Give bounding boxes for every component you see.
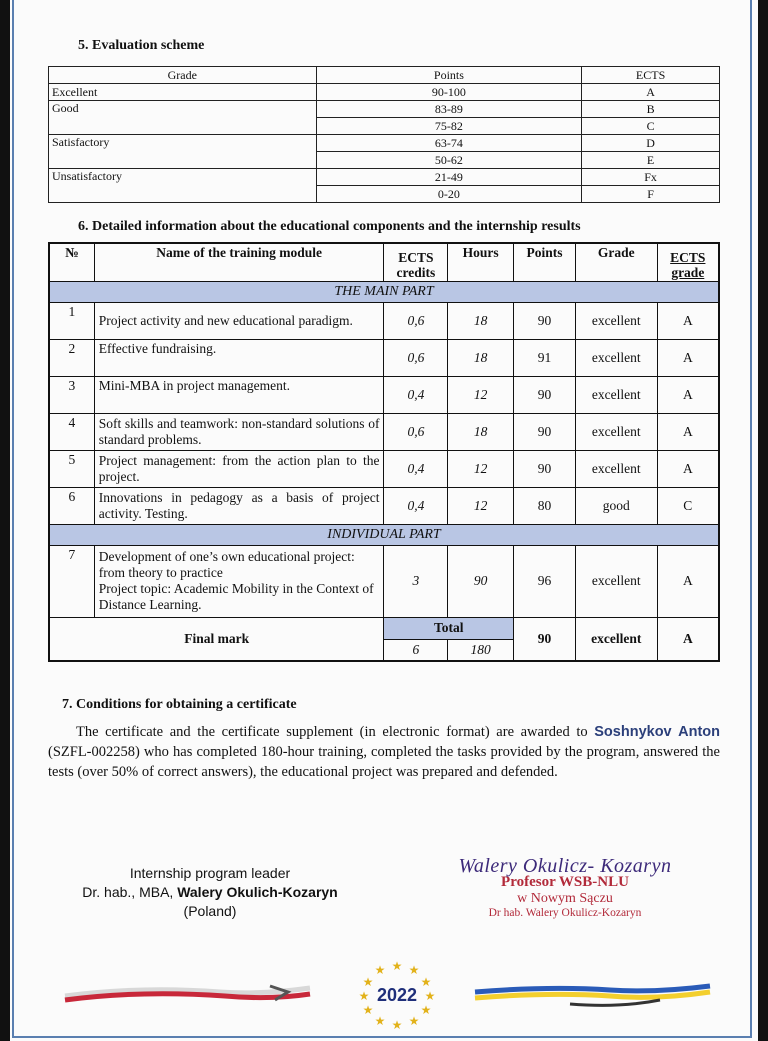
program-leader-block (60, 864, 360, 921)
project-topic: Project topic: Academic Mobility in the Context of Distance Learning. (98, 581, 374, 612)
svg-text:★: ★ (420, 975, 432, 989)
leader-country: (Poland) (183, 903, 237, 919)
ects-cell: A (582, 84, 720, 101)
individual-part-row (49, 524, 719, 545)
points-cell: 83-89 (316, 101, 582, 118)
module-num: 2 (49, 339, 94, 376)
grade-header: Grade (49, 67, 317, 84)
leader-name: Walery Okulich-Kozaryn (177, 884, 338, 900)
module-grade: excellent (575, 545, 657, 617)
module-name: Project activity and new educational paradigm. (94, 302, 384, 339)
module-credits: 0,6 (384, 413, 448, 450)
section6-title: 6. Detailed information about the educational components and the internship results (78, 219, 581, 234)
student-name: Soshnykov Anton (594, 724, 720, 740)
table-row (49, 450, 719, 487)
module-ects-grade: A (657, 413, 719, 450)
module-points: 90 (514, 376, 576, 413)
svg-text:★: ★ (374, 963, 386, 977)
hours-header: Hours (448, 243, 514, 281)
module-points: 91 (514, 339, 576, 376)
total-credits: 6 (384, 639, 448, 661)
svg-text:★: ★ (391, 1018, 403, 1030)
svg-text:★: ★ (358, 989, 370, 1003)
total-hours: 180 (448, 639, 514, 661)
stamp-line-2: w Nowym Sączu (517, 891, 613, 906)
signature-stamp (420, 855, 710, 919)
module-num: 4 (49, 413, 94, 450)
module-points: 96 (514, 545, 576, 617)
module-num: 3 (49, 376, 94, 413)
module-name: Soft skills and teamwork: non-standard solutions of standard problems. (94, 413, 384, 450)
module-hours: 12 (448, 487, 514, 524)
svg-text:★: ★ (391, 959, 403, 973)
module-name: Mini-MBA in project management. (94, 376, 384, 413)
points-cell: 63-74 (316, 135, 582, 152)
module-hours: 18 (448, 413, 514, 450)
module-grade: good (575, 487, 657, 524)
module-ects-grade: A (657, 545, 719, 617)
module-credits: 0,6 (384, 339, 448, 376)
ects-cell: Fx (582, 169, 720, 186)
ukrainian-flag-swoosh (470, 978, 720, 1012)
ects-cell: B (582, 101, 720, 118)
table-row (49, 84, 720, 101)
ects-cell: D (582, 135, 720, 152)
grade-cell: Good (49, 101, 317, 135)
module-grade: excellent (575, 302, 657, 339)
svg-text:★: ★ (408, 1014, 420, 1028)
module-credits: 0,4 (384, 487, 448, 524)
points-cell: 90-100 (316, 84, 582, 101)
svg-text:★: ★ (362, 975, 374, 989)
points-header: Points (514, 243, 576, 281)
module-name-header: Name of the training module (94, 243, 384, 281)
svg-text:★: ★ (374, 1014, 386, 1028)
module-grade: excellent (575, 413, 657, 450)
module-ects-grade: A (657, 302, 719, 339)
table-row (49, 302, 719, 339)
module-points: 80 (514, 487, 576, 524)
module-num: 1 (49, 302, 94, 339)
svg-text:★: ★ (362, 1003, 374, 1017)
module-credits: 0,6 (384, 302, 448, 339)
modules-table (48, 242, 720, 662)
grade-cell: Satisfactory (49, 135, 317, 169)
table-row (49, 413, 719, 450)
final-mark-label: Final mark (49, 617, 384, 661)
main-part-row (49, 281, 719, 302)
ects-cell: E (582, 152, 720, 169)
module-ects-grade: C (657, 487, 719, 524)
individual-part-label: INDIVIDUAL PART (49, 524, 719, 545)
module-credits: 3 (384, 545, 448, 617)
total-label: Total (384, 617, 514, 639)
module-grade: excellent (575, 376, 657, 413)
module-grade: excellent (575, 450, 657, 487)
leader-role: Internship program leader (129, 865, 291, 881)
polish-flag-swoosh (60, 978, 320, 1008)
num-header: № (49, 243, 94, 281)
module-name: Effective fundraising. (94, 339, 384, 376)
table-header-row (49, 243, 719, 281)
section5-title: 5. Evaluation scheme (78, 38, 205, 53)
table-row (49, 101, 720, 118)
evaluation-scheme-table (48, 66, 720, 203)
table-row (49, 135, 720, 152)
grade-header: Grade (575, 243, 657, 281)
module-credits: 0,4 (384, 450, 448, 487)
leader-title: Dr. hab., MBA, (82, 884, 174, 900)
svg-text:★: ★ (424, 989, 436, 1003)
module-hours: 18 (448, 302, 514, 339)
points-header: Points (316, 67, 582, 84)
final-grade: excellent (575, 617, 657, 661)
handwritten-signature: Walery Okulicz- Kozaryn (458, 855, 672, 877)
module-ects-grade: A (657, 450, 719, 487)
ects-credits-header: ECTS credits (384, 243, 448, 281)
module-points: 90 (514, 450, 576, 487)
module-name (94, 545, 384, 617)
stamp-line-1: Profesor WSB-NLU (501, 874, 629, 890)
badge-year: 2022 (376, 985, 418, 1005)
table-row (49, 339, 719, 376)
grade-cell: Unsatisfactory (49, 169, 317, 203)
left-edge-bar (0, 0, 10, 1041)
table-row (49, 487, 719, 524)
module-points: 90 (514, 413, 576, 450)
eu-2022-badge (352, 958, 442, 1030)
table-row (49, 169, 720, 186)
module-hours: 18 (448, 339, 514, 376)
conditions-text-before: The certificate and the certificate supplement (in electronic format) are awarded to (76, 724, 588, 740)
leader-line (60, 883, 360, 902)
right-edge-bar (758, 0, 768, 1041)
points-cell: 50-62 (316, 152, 582, 169)
module-ects-grade: A (657, 376, 719, 413)
points-cell: 21-49 (316, 169, 582, 186)
module-points: 90 (514, 302, 576, 339)
svg-text:★: ★ (420, 1003, 432, 1017)
table-header-row (49, 67, 720, 84)
final-points: 90 (514, 617, 576, 661)
module-hours: 12 (448, 376, 514, 413)
points-cell: 75-82 (316, 118, 582, 135)
svg-text:★: ★ (408, 963, 420, 977)
ects-cell: F (582, 186, 720, 203)
final-ects-grade: A (657, 617, 719, 661)
module-name: Project management: from the action plan to the project. (94, 450, 384, 487)
project-title: Development of one’s own educational project: from theory to practice (98, 549, 355, 580)
points-cell: 0-20 (316, 186, 582, 203)
ects-cell: C (582, 118, 720, 135)
table-row (49, 376, 719, 413)
module-name: Innovations in pedagogy as a basis of project activity. Testing. (94, 487, 384, 524)
module-credits: 0,4 (384, 376, 448, 413)
ects-header: ECTS (582, 67, 720, 84)
module-ects-grade: A (657, 339, 719, 376)
certificate-conditions-text (48, 722, 720, 782)
ects-grade-header (657, 243, 719, 281)
section7-title: 7. Conditions for obtaining a certificate (62, 697, 297, 712)
module-hours: 90 (448, 545, 514, 617)
conditions-text-after: (SZFL-002258) who has completed 180-hour training, completed the tasks provided by the program, answered the tests (over 50% of correct answers), the educational project was prepared and defended. (48, 744, 720, 780)
ects-grade-header-text: ECTS grade (670, 249, 706, 280)
module-num: 7 (49, 545, 94, 617)
final-row (49, 617, 719, 639)
module-hours: 12 (448, 450, 514, 487)
stamp-line-3: Dr hab. Walery Okulicz-Kozaryn (488, 907, 642, 919)
module-num: 5 (49, 450, 94, 487)
table-row (49, 545, 719, 617)
grade-cell: Excellent (49, 84, 317, 101)
module-grade: excellent (575, 339, 657, 376)
module-num: 6 (49, 487, 94, 524)
main-part-label: THE MAIN PART (49, 281, 719, 302)
